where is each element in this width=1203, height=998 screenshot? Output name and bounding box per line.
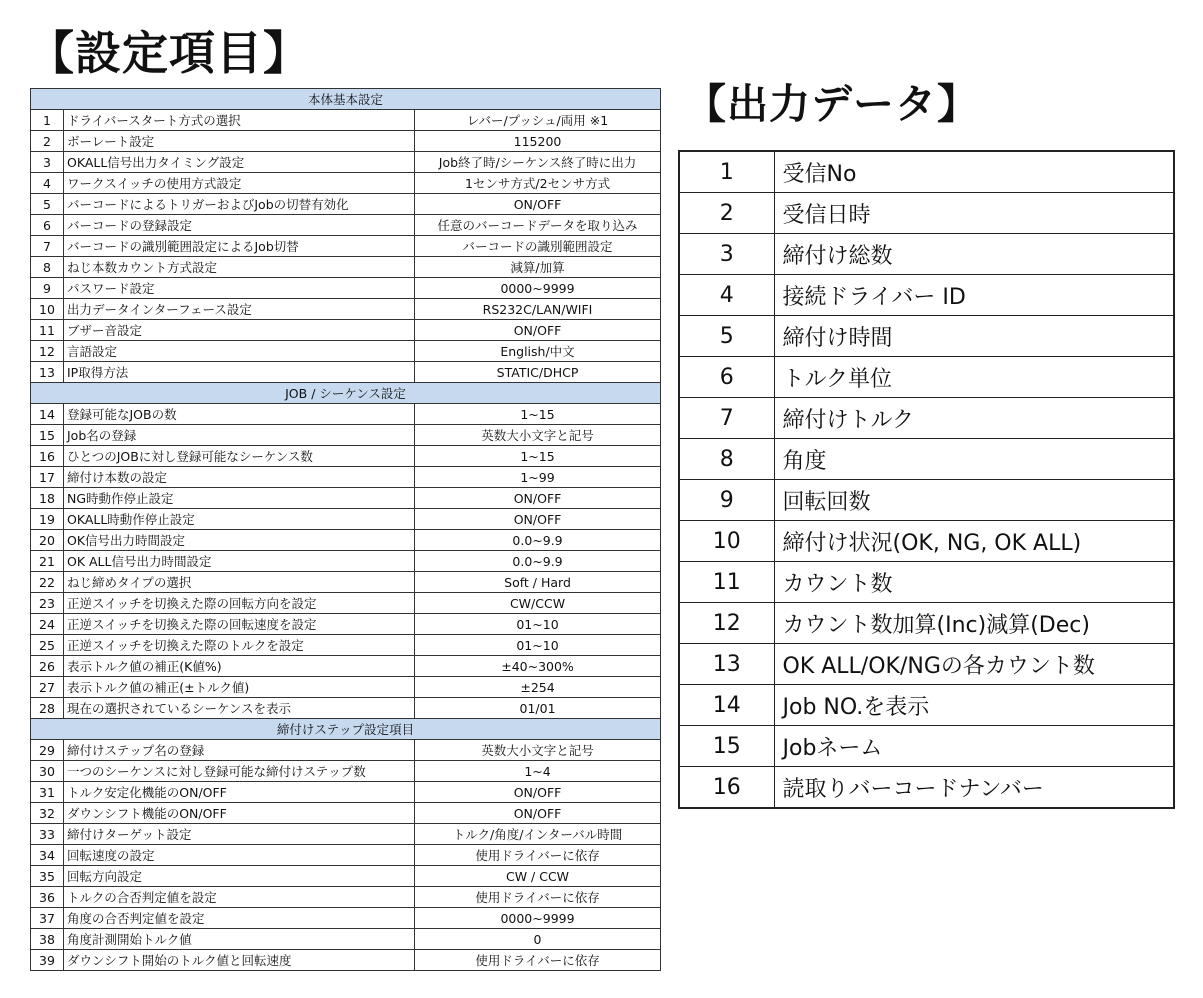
table-row: [679, 316, 1174, 357]
table-row: [31, 782, 661, 803]
table-row: [679, 234, 1174, 275]
table-row: [31, 803, 661, 824]
output-number: 13: [679, 644, 774, 685]
output-number: 3: [679, 234, 774, 275]
setting-item: 締付け本数の設定: [64, 467, 415, 488]
row-number: 3: [31, 152, 64, 173]
output-label: 角度: [774, 439, 1174, 480]
row-number: 1: [31, 110, 64, 131]
row-number: 26: [31, 656, 64, 677]
output-table: [678, 150, 1175, 809]
row-number: 37: [31, 908, 64, 929]
row-number: 33: [31, 824, 64, 845]
row-number: 5: [31, 194, 64, 215]
table-row: [31, 467, 661, 488]
setting-item: 表示トルク値の補正(±トルク値): [64, 677, 415, 698]
output-number: 1: [679, 151, 774, 193]
table-row: [679, 767, 1174, 809]
setting-value: バーコードの識別範囲設定: [415, 236, 661, 257]
row-number: 31: [31, 782, 64, 803]
row-number: 10: [31, 299, 64, 320]
row-number: 38: [31, 929, 64, 950]
setting-item: ひとつのJOBに対し登録可能なシーケンス数: [64, 446, 415, 467]
setting-item: 正逆スイッチを切換えた際のトルクを設定: [64, 635, 415, 656]
setting-item: 登録可能なJOBの数: [64, 404, 415, 425]
setting-value: ±254: [415, 677, 661, 698]
table-row: [31, 866, 661, 887]
output-label: 締付け状況(OK, NG, OK ALL): [774, 521, 1174, 562]
setting-item: 出力データインターフェース設定: [64, 299, 415, 320]
table-row: [31, 908, 661, 929]
table-row: [679, 151, 1174, 193]
setting-value: Soft / Hard: [415, 572, 661, 593]
setting-item: OK ALL信号出力時間設定: [64, 551, 415, 572]
setting-value: トルク/角度/インターバル時間: [415, 824, 661, 845]
output-label: 接続ドライバー ID: [774, 275, 1174, 316]
output-number: 9: [679, 480, 774, 521]
setting-item: パスワード設定: [64, 278, 415, 299]
row-number: 16: [31, 446, 64, 467]
row-number: 27: [31, 677, 64, 698]
setting-value: 1~15: [415, 446, 661, 467]
table-row: [31, 509, 661, 530]
setting-value: 0.0~9.9: [415, 530, 661, 551]
row-number: 23: [31, 593, 64, 614]
setting-item: 回転速度の設定: [64, 845, 415, 866]
row-number: 28: [31, 698, 64, 719]
table-row: [31, 593, 661, 614]
output-number: 11: [679, 562, 774, 603]
row-number: 22: [31, 572, 64, 593]
table-row: [31, 488, 661, 509]
output-number: 7: [679, 398, 774, 439]
row-number: 30: [31, 761, 64, 782]
table-row: [31, 845, 661, 866]
setting-item: ドライバースタート方式の選択: [64, 110, 415, 131]
table-row: [31, 404, 661, 425]
setting-value: 減算/加算: [415, 257, 661, 278]
output-label: 締付けトルク: [774, 398, 1174, 439]
setting-value: 01~10: [415, 635, 661, 656]
row-number: 19: [31, 509, 64, 530]
row-number: 8: [31, 257, 64, 278]
setting-value: ON/OFF: [415, 782, 661, 803]
setting-item: 正逆スイッチを切換えた際の回転方向を設定: [64, 593, 415, 614]
setting-value: 115200: [415, 131, 661, 152]
row-number: 4: [31, 173, 64, 194]
setting-item: 回転方向設定: [64, 866, 415, 887]
output-number: 5: [679, 316, 774, 357]
row-number: 21: [31, 551, 64, 572]
section-header-row: [31, 89, 661, 110]
setting-value: 0.0~9.9: [415, 551, 661, 572]
setting-value: 1~4: [415, 761, 661, 782]
output-title: 【出力データ】: [685, 80, 979, 128]
table-row: [31, 194, 661, 215]
setting-value: CW / CCW: [415, 866, 661, 887]
setting-value: 1センサ方式/2センサ方式: [415, 173, 661, 194]
row-number: 12: [31, 341, 64, 362]
output-label: 読取りバーコードナンバー: [774, 767, 1174, 809]
row-number: 39: [31, 950, 64, 971]
table-row: [31, 635, 661, 656]
table-row: [679, 357, 1174, 398]
row-number: 13: [31, 362, 64, 383]
setting-value: レバー/プッシュ/両用 ※1: [415, 110, 661, 131]
settings-table: [30, 88, 661, 971]
output-number: 12: [679, 603, 774, 644]
setting-value: 0000~9999: [415, 908, 661, 929]
section-header: 締付けステップ設定項目: [31, 719, 661, 740]
table-row: [31, 572, 661, 593]
table-row: [31, 614, 661, 635]
output-number: 10: [679, 521, 774, 562]
output-number: 2: [679, 193, 774, 234]
setting-value: 使用ドライバーに依存: [415, 845, 661, 866]
table-row: [31, 362, 661, 383]
table-row: [31, 446, 661, 467]
table-row: [31, 698, 661, 719]
setting-item: ダウンシフト開始のトルク値と回転速度: [64, 950, 415, 971]
output-label: OK ALL/OK/NGの各カウント数: [774, 644, 1174, 685]
table-row: [31, 425, 661, 446]
table-row: [31, 173, 661, 194]
row-number: 18: [31, 488, 64, 509]
section-header: 本体基本設定: [31, 89, 661, 110]
setting-item: トルクの合否判定値を設定: [64, 887, 415, 908]
setting-value: 使用ドライバーに依存: [415, 950, 661, 971]
table-row: [31, 152, 661, 173]
setting-item: ワークスイッチの使用方式設定: [64, 173, 415, 194]
setting-item: OK信号出力時間設定: [64, 530, 415, 551]
table-row: [31, 110, 661, 131]
setting-item: Job名の登録: [64, 425, 415, 446]
table-row: [31, 950, 661, 971]
row-number: 7: [31, 236, 64, 257]
setting-value: 英数大小文字と記号: [415, 740, 661, 761]
setting-item: 現在の選択されているシーケンスを表示: [64, 698, 415, 719]
setting-item: 締付けステップ名の登録: [64, 740, 415, 761]
section-header-row: [31, 719, 661, 740]
setting-value: ON/OFF: [415, 803, 661, 824]
table-row: [679, 562, 1174, 603]
setting-value: 1~99: [415, 467, 661, 488]
table-row: [31, 236, 661, 257]
setting-item: バーコードによるトリガーおよびJobの切替有効化: [64, 194, 415, 215]
setting-value: ±40~300%: [415, 656, 661, 677]
table-row: [31, 929, 661, 950]
output-number: 15: [679, 726, 774, 767]
setting-item: ねじ本数カウント方式設定: [64, 257, 415, 278]
setting-item: OKALL信号出力タイミング設定: [64, 152, 415, 173]
setting-value: RS232C/LAN/WIFI: [415, 299, 661, 320]
setting-value: 01/01: [415, 698, 661, 719]
output-label: Jobネーム: [774, 726, 1174, 767]
section-header-row: [31, 383, 661, 404]
row-number: 14: [31, 404, 64, 425]
setting-value: ON/OFF: [415, 194, 661, 215]
setting-item: 角度の合否判定値を設定: [64, 908, 415, 929]
row-number: 32: [31, 803, 64, 824]
setting-item: 締付けターゲット設定: [64, 824, 415, 845]
setting-value: STATIC/DHCP: [415, 362, 661, 383]
setting-item: ねじ締めタイプの選択: [64, 572, 415, 593]
setting-value: 1~15: [415, 404, 661, 425]
table-row: [679, 726, 1174, 767]
table-row: [679, 480, 1174, 521]
table-row: [31, 530, 661, 551]
setting-value: CW/CCW: [415, 593, 661, 614]
row-number: 24: [31, 614, 64, 635]
setting-value: 任意のバーコードデータを取り込み: [415, 215, 661, 236]
table-row: [31, 278, 661, 299]
setting-item: ボーレート設定: [64, 131, 415, 152]
table-row: [679, 685, 1174, 726]
setting-item: ブザー音設定: [64, 320, 415, 341]
row-number: 17: [31, 467, 64, 488]
table-row: [31, 257, 661, 278]
row-number: 11: [31, 320, 64, 341]
table-row: [31, 320, 661, 341]
row-number: 15: [31, 425, 64, 446]
output-number: 6: [679, 357, 774, 398]
setting-item: 正逆スイッチを切換えた際の回転速度を設定: [64, 614, 415, 635]
table-row: [31, 761, 661, 782]
setting-item: 角度計測開始トルク値: [64, 929, 415, 950]
row-number: 2: [31, 131, 64, 152]
row-number: 35: [31, 866, 64, 887]
setting-item: OKALL時動作停止設定: [64, 509, 415, 530]
setting-value: ON/OFF: [415, 509, 661, 530]
setting-value: English/中文: [415, 341, 661, 362]
setting-value: 英数大小文字と記号: [415, 425, 661, 446]
output-label: 受信日時: [774, 193, 1174, 234]
setting-value: ON/OFF: [415, 320, 661, 341]
table-row: [31, 341, 661, 362]
setting-value: 使用ドライバーに依存: [415, 887, 661, 908]
output-label: カウント数加算(Inc)減算(Dec): [774, 603, 1174, 644]
setting-item: IP取得方法: [64, 362, 415, 383]
setting-value: 0000~9999: [415, 278, 661, 299]
output-label: カウント数: [774, 562, 1174, 603]
table-row: [31, 887, 661, 908]
setting-value: 01~10: [415, 614, 661, 635]
output-label: 締付け時間: [774, 316, 1174, 357]
output-label: 回転回数: [774, 480, 1174, 521]
row-number: 20: [31, 530, 64, 551]
setting-value: 0: [415, 929, 661, 950]
output-number: 4: [679, 275, 774, 316]
row-number: 29: [31, 740, 64, 761]
section-header: JOB / シーケンス設定: [31, 383, 661, 404]
setting-item: 一つのシーケンスに対し登録可能な締付けステップ数: [64, 761, 415, 782]
table-row: [679, 398, 1174, 439]
table-row: [31, 215, 661, 236]
row-number: 6: [31, 215, 64, 236]
output-label: 締付け総数: [774, 234, 1174, 275]
settings-title: 【設定項目】: [28, 26, 310, 80]
setting-item: バーコードの識別範囲設定によるJob切替: [64, 236, 415, 257]
setting-item: トルク安定化機能のON/OFF: [64, 782, 415, 803]
setting-value: ON/OFF: [415, 488, 661, 509]
table-row: [31, 551, 661, 572]
setting-item: NG時動作停止設定: [64, 488, 415, 509]
table-row: [679, 644, 1174, 685]
output-label: Job NO.を表示: [774, 685, 1174, 726]
output-label: 受信No: [774, 151, 1174, 193]
setting-value: Job終了時/シーケンス終了時に出力: [415, 152, 661, 173]
output-label: トルク単位: [774, 357, 1174, 398]
setting-item: 表示トルク値の補正(K値%): [64, 656, 415, 677]
table-row: [31, 299, 661, 320]
setting-item: バーコードの登録設定: [64, 215, 415, 236]
table-row: [31, 677, 661, 698]
output-number: 14: [679, 685, 774, 726]
row-number: 9: [31, 278, 64, 299]
table-row: [679, 193, 1174, 234]
table-row: [679, 439, 1174, 480]
table-row: [679, 275, 1174, 316]
setting-item: ダウンシフト機能のON/OFF: [64, 803, 415, 824]
output-number: 16: [679, 767, 774, 809]
table-row: [31, 131, 661, 152]
table-row: [31, 740, 661, 761]
table-row: [31, 824, 661, 845]
table-row: [679, 521, 1174, 562]
output-number: 8: [679, 439, 774, 480]
setting-item: 言語設定: [64, 341, 415, 362]
row-number: 36: [31, 887, 64, 908]
table-row: [679, 603, 1174, 644]
row-number: 25: [31, 635, 64, 656]
row-number: 34: [31, 845, 64, 866]
table-row: [31, 656, 661, 677]
